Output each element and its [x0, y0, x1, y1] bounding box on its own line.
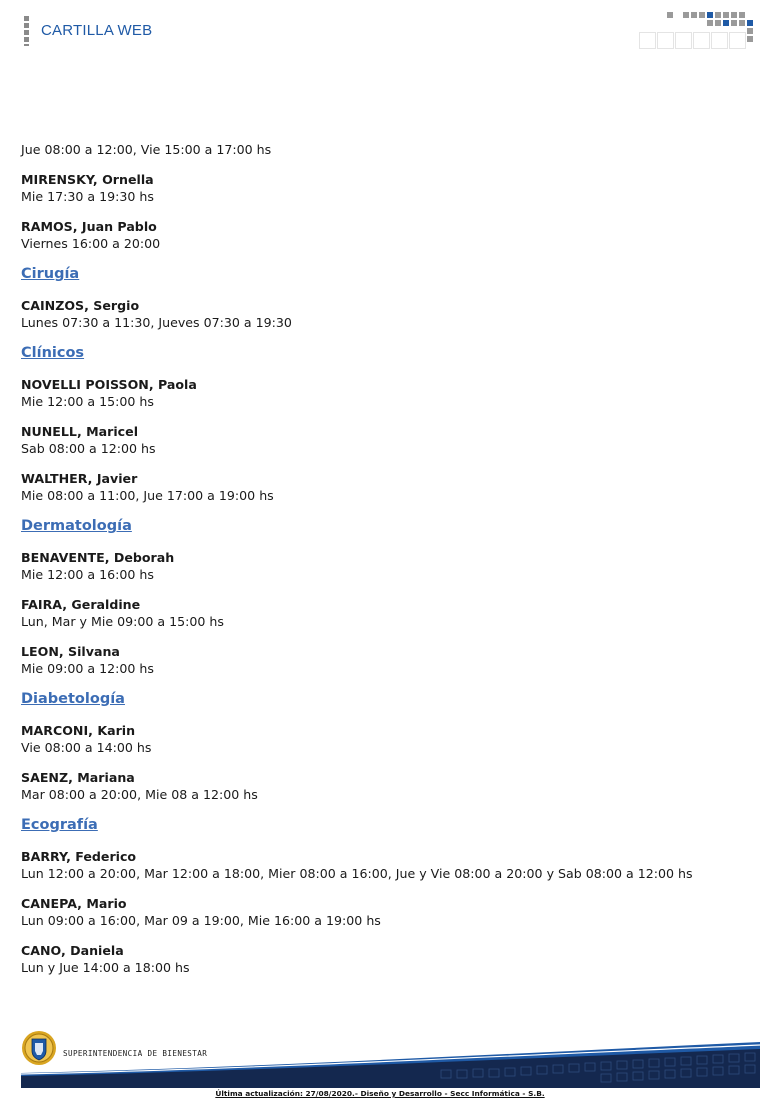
schedule-text: Mar 08:00 a 20:00, Mie 08 a 12:00 hs: [21, 787, 258, 802]
schedule-text: Lun 12:00 a 20:00, Mar 12:00 a 18:00, Mier 08:00 a 16:00, Jue y Vie 08:00 a 20:00 y Sab 08:00 a 12:00 hs: [21, 866, 693, 881]
doctor-name: CAINZOS, Sergio: [21, 298, 140, 313]
doctor-name: LEON, Silvana: [21, 644, 120, 659]
list-item: [21, 596, 741, 630]
schedule-text: Vie 08:00 a 14:00 hs: [21, 740, 152, 755]
schedule-text: Mie 08:00 a 11:00, Jue 17:00 a 19:00 hs: [21, 488, 274, 503]
header-decoration: [635, 12, 760, 48]
list-item: [21, 895, 741, 929]
list-item: [21, 722, 741, 756]
specialty-heading-cirugia[interactable]: Cirugía: [21, 266, 80, 282]
schedule-text: Mie 17:30 a 19:30 hs: [21, 189, 154, 204]
doctor-name: NOVELLI POISSON, Paola: [21, 377, 197, 392]
doctor-name: BENAVENTE, Deborah: [21, 550, 175, 565]
doctor-name: CANEPA, Mario: [21, 896, 127, 911]
footer-wave-graphic: [21, 1030, 760, 1088]
list-item: [21, 942, 741, 976]
schedule-text: Lun, Mar y Mie 09:00 a 15:00 hs: [21, 614, 224, 629]
specialty-heading-dermatologia[interactable]: Dermatología: [21, 518, 132, 534]
doctor-name: BARRY, Federico: [21, 849, 137, 864]
doctor-name: NUNELL, Maricel: [21, 424, 139, 439]
schedule-text: Viernes 16:00 a 20:00: [21, 236, 161, 251]
specialty-heading-ecografia[interactable]: Ecografía: [21, 817, 98, 833]
list-item: [21, 376, 741, 410]
specialty-heading-clinicos[interactable]: Clínicos: [21, 345, 85, 361]
schedule-text: Mie 09:00 a 12:00 hs: [21, 661, 154, 676]
doctor-name: FAIRA, Geraldine: [21, 597, 141, 612]
schedule-text: Lun y Jue 14:00 a 18:00 hs: [21, 960, 190, 975]
list-item: [21, 549, 741, 583]
list-item: [21, 423, 741, 457]
schedule-text: Mie 12:00 a 15:00 hs: [21, 394, 154, 409]
doctor-name: RAMOS, Juan Pablo: [21, 219, 157, 234]
organization-name: SUPERINTENDENCIA DE BIENESTAR: [63, 1049, 208, 1058]
list-item: [21, 643, 741, 677]
list-item: [21, 218, 741, 252]
list-item: [21, 171, 741, 205]
schedule-text: Mie 12:00 a 16:00 hs: [21, 567, 154, 582]
list-item: [21, 297, 741, 331]
doctor-name: MIRENSKY, Ornella: [21, 172, 154, 187]
doctor-name: CANO, Daniela: [21, 943, 124, 958]
directory-content: [21, 141, 741, 989]
schedule-text: Jue 08:00 a 12:00, Vie 15:00 a 17:00 hs: [21, 142, 272, 157]
page-title: CARTILLA WEB: [41, 22, 153, 39]
list-item: [21, 769, 741, 803]
specialty-heading-diabetologia[interactable]: Diabetología: [21, 691, 125, 707]
schedule-text: Lun 09:00 a 16:00, Mar 09 a 19:00, Mie 16:00 a 19:00 hs: [21, 913, 381, 928]
doctor-name: MARCONI, Karin: [21, 723, 136, 738]
list-item: [21, 848, 741, 882]
institution-seal-icon: [21, 1030, 57, 1066]
footer-banner: [21, 1030, 760, 1088]
doctor-name: SAENZ, Mariana: [21, 770, 135, 785]
last-update-note: Última actualización: 27/08/2020.- Diseño y Desarrollo - Secc Informática - S.B.: [215, 1089, 545, 1098]
list-item: [21, 141, 741, 158]
list-item: [21, 470, 741, 504]
header-accent-bar: [24, 16, 29, 46]
schedule-text: Sab 08:00 a 12:00 hs: [21, 441, 156, 456]
schedule-text: Lunes 07:30 a 11:30, Jueves 07:30 a 19:30: [21, 315, 292, 330]
doctor-name: WALTHER, Javier: [21, 471, 138, 486]
